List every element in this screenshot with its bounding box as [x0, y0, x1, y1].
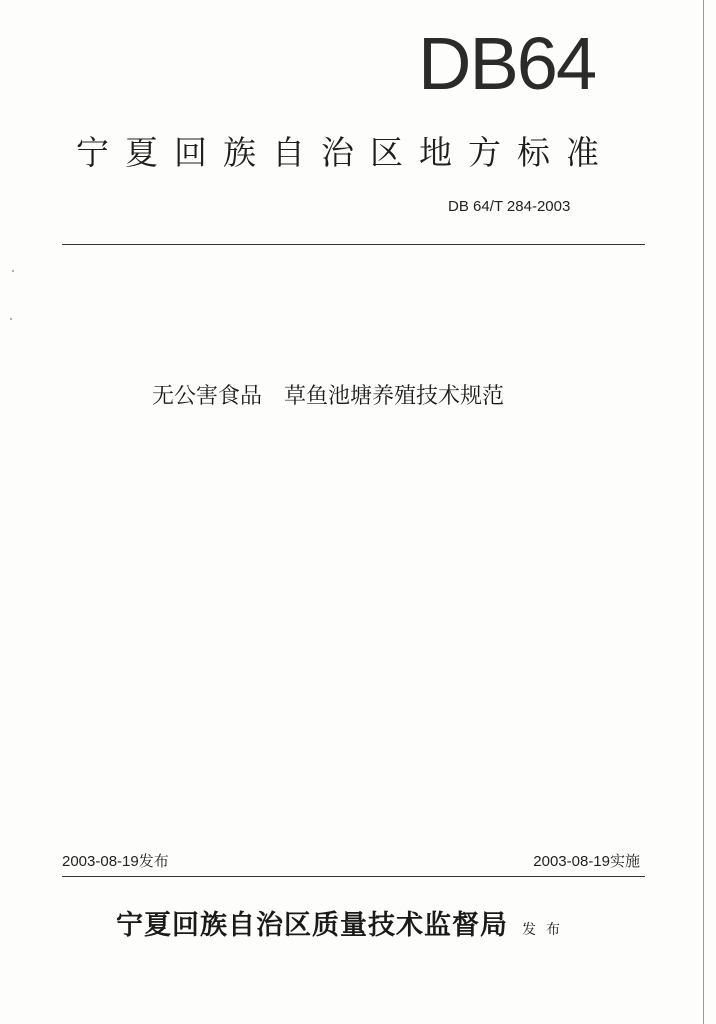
scan-speck: [10, 318, 12, 320]
issued-label: 发布: [522, 922, 570, 938]
issuing-authority: 宁夏回族自治区质量技术监督局: [116, 910, 508, 941]
bottom-divider: [62, 876, 645, 877]
standard-code-mark: DB64: [418, 22, 596, 105]
standard-type-heading: 宁夏回族自治区地方标准: [76, 133, 615, 172]
standard-number: DB 64/T 284-2003: [448, 198, 571, 215]
document-title: 无公害食品 草鱼池塘养殖技术规范: [152, 384, 505, 409]
effective-date: 2003-08-19实施: [533, 853, 640, 870]
issue-date: 2003-08-19发布: [62, 853, 169, 870]
top-divider: [62, 244, 645, 245]
scan-speck: [12, 270, 14, 272]
scan-edge-line: [703, 0, 704, 1024]
issuer-line: [116, 908, 616, 948]
